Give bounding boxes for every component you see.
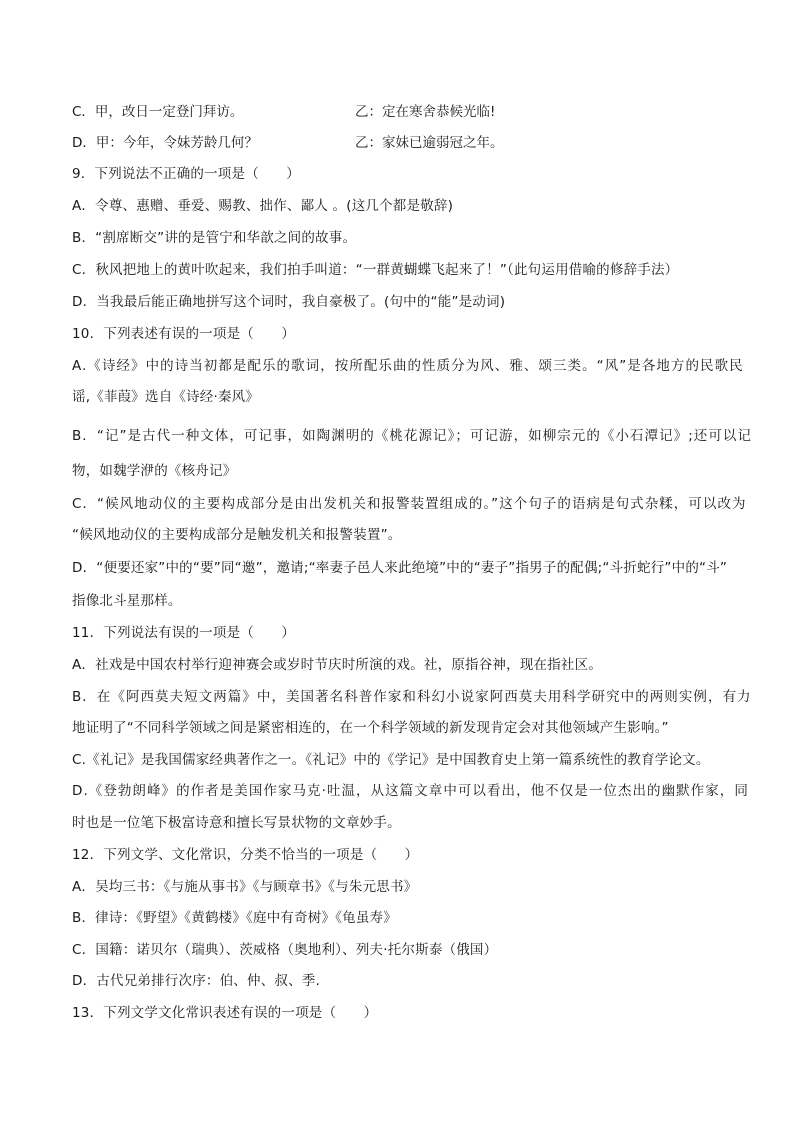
question-10-option-c-line2: “候风地动仪的主要构成部分是触发机关和报警装置”。	[72, 527, 402, 543]
question-12-option-b: B．律诗：《野望》《黄鹤楼》《庭中有奇树》《龟虽寿》	[72, 910, 397, 926]
question-12-stem: 12．下列文学、文化常识，分类不恰当的一项是（ ）	[72, 847, 419, 863]
question-10-option-c-line1: C．“候风地动仪的主要构成部分是由出发机关和报警装置组成的。”这个句子的语病是句式杂糅，可以改为	[72, 496, 747, 512]
question-11-option-b-line1: B．在《阿西莫夫短文两篇》中，美国著名科普作家和科幻小说家阿西莫夫用科学研究中的两则实例，有力	[72, 689, 752, 705]
question-13-stem: 13．下列文学文化常识表述有误的一项是（ ）	[72, 1005, 378, 1021]
question-11-option-b-line2: 地证明了“不同科学领域之间是紧密相连的，在一个科学领域的新发现肯定会对其他领域产生影响。”	[72, 720, 669, 736]
question-11-option-d-line2: 时也是一位笔下极富诗意和擅长写景状物的文章妙手。	[72, 815, 401, 831]
question-9-option-d: D．当我最后能正确地拼写这个词时，我自豪极了。(句中的“能”是动词)	[72, 294, 506, 310]
question-10-option-b-line1: B．“记”是古代一种文体，可记事，如陶渊明的《桃花源记》；可记游，如柳宗元的《小石潭记》;还可以记	[72, 428, 752, 444]
question-11-option-d-line1: D.《登勃朗峰》的作者是美国作家马克·吐温，从这篇文章中可以看出，他不仅是一位杰出的幽默作家，同	[72, 783, 749, 799]
option-d-left: D．甲：今年，令妹芳龄几何？	[72, 135, 258, 151]
question-12-option-c: C．国籍：诺贝尔（瑞典）、茨威格（奥地利）、列夫·托尔斯泰（俄国）	[72, 942, 498, 958]
question-10-option-a-line2: 谣,《菲葭》选自《诗经·秦风》	[72, 389, 260, 405]
question-11-option-c: C.《礼记》是我国儒家经典著作之一。《礼记》中的《学记》是中国教育史上第一篇系统性的教育学论文。	[72, 752, 710, 768]
question-10-option-d-line2: 指像北斗星那样。	[72, 593, 182, 609]
question-11-stem: 11．下列说法有误的一项是（ ）	[72, 625, 296, 641]
question-9-option-c: C．秋风把地上的黄叶吹起来，我们拍手叫道：“一群黄蝴蝶飞起来了！”（此句运用借喻的修辞手法）	[72, 262, 679, 278]
question-9-option-b: B．“割席断交”讲的是管宁和华歆之间的故事。	[72, 230, 357, 246]
question-11-option-a: A．社戏是中国农村举行迎神赛会或岁时节庆时所演的戏。社，原指谷神，现在指社区。	[72, 657, 603, 673]
question-10-option-d-line1: D．“便要还家”中的“要”同“邀”，邀请;“率妻子邑人来此绝境”中的“妻子”指男子的配偶;“斗折蛇行”中的“斗”	[72, 560, 728, 576]
question-10-option-a-line1: A.《诗经》中的诗当初都是配乐的歌词，按所配乐曲的性质分为风、雅、颂三类。“风”是各地方的民歌民	[72, 358, 744, 374]
option-d-right: 乙：家妹已逾弱冠之年。	[355, 135, 504, 151]
question-10-option-b-line2: 物，如魏学洢的《核舟记》	[72, 463, 237, 479]
question-9-stem: 9．下列说法不正确的一项是（ ）	[72, 166, 300, 182]
question-12-option-d: D．古代兄弟排行次序：伯、仲、叔、季.	[72, 973, 320, 989]
question-12-option-a: A．吴均三书：《与施从事书》《与顾章书》《与朱元思书》	[72, 879, 418, 895]
option-c-right: 乙：定在寒舍恭候光临!	[355, 104, 496, 120]
option-c-left: C．甲，改日一定登门拜访。	[72, 104, 244, 120]
question-9-option-a: A．令尊、惠赠、垂爱、赐教、拙作、鄙人 。(这几个都是敬辞)	[72, 198, 454, 214]
question-10-stem: 10．下列表述有误的一项是（ ）	[72, 326, 296, 342]
